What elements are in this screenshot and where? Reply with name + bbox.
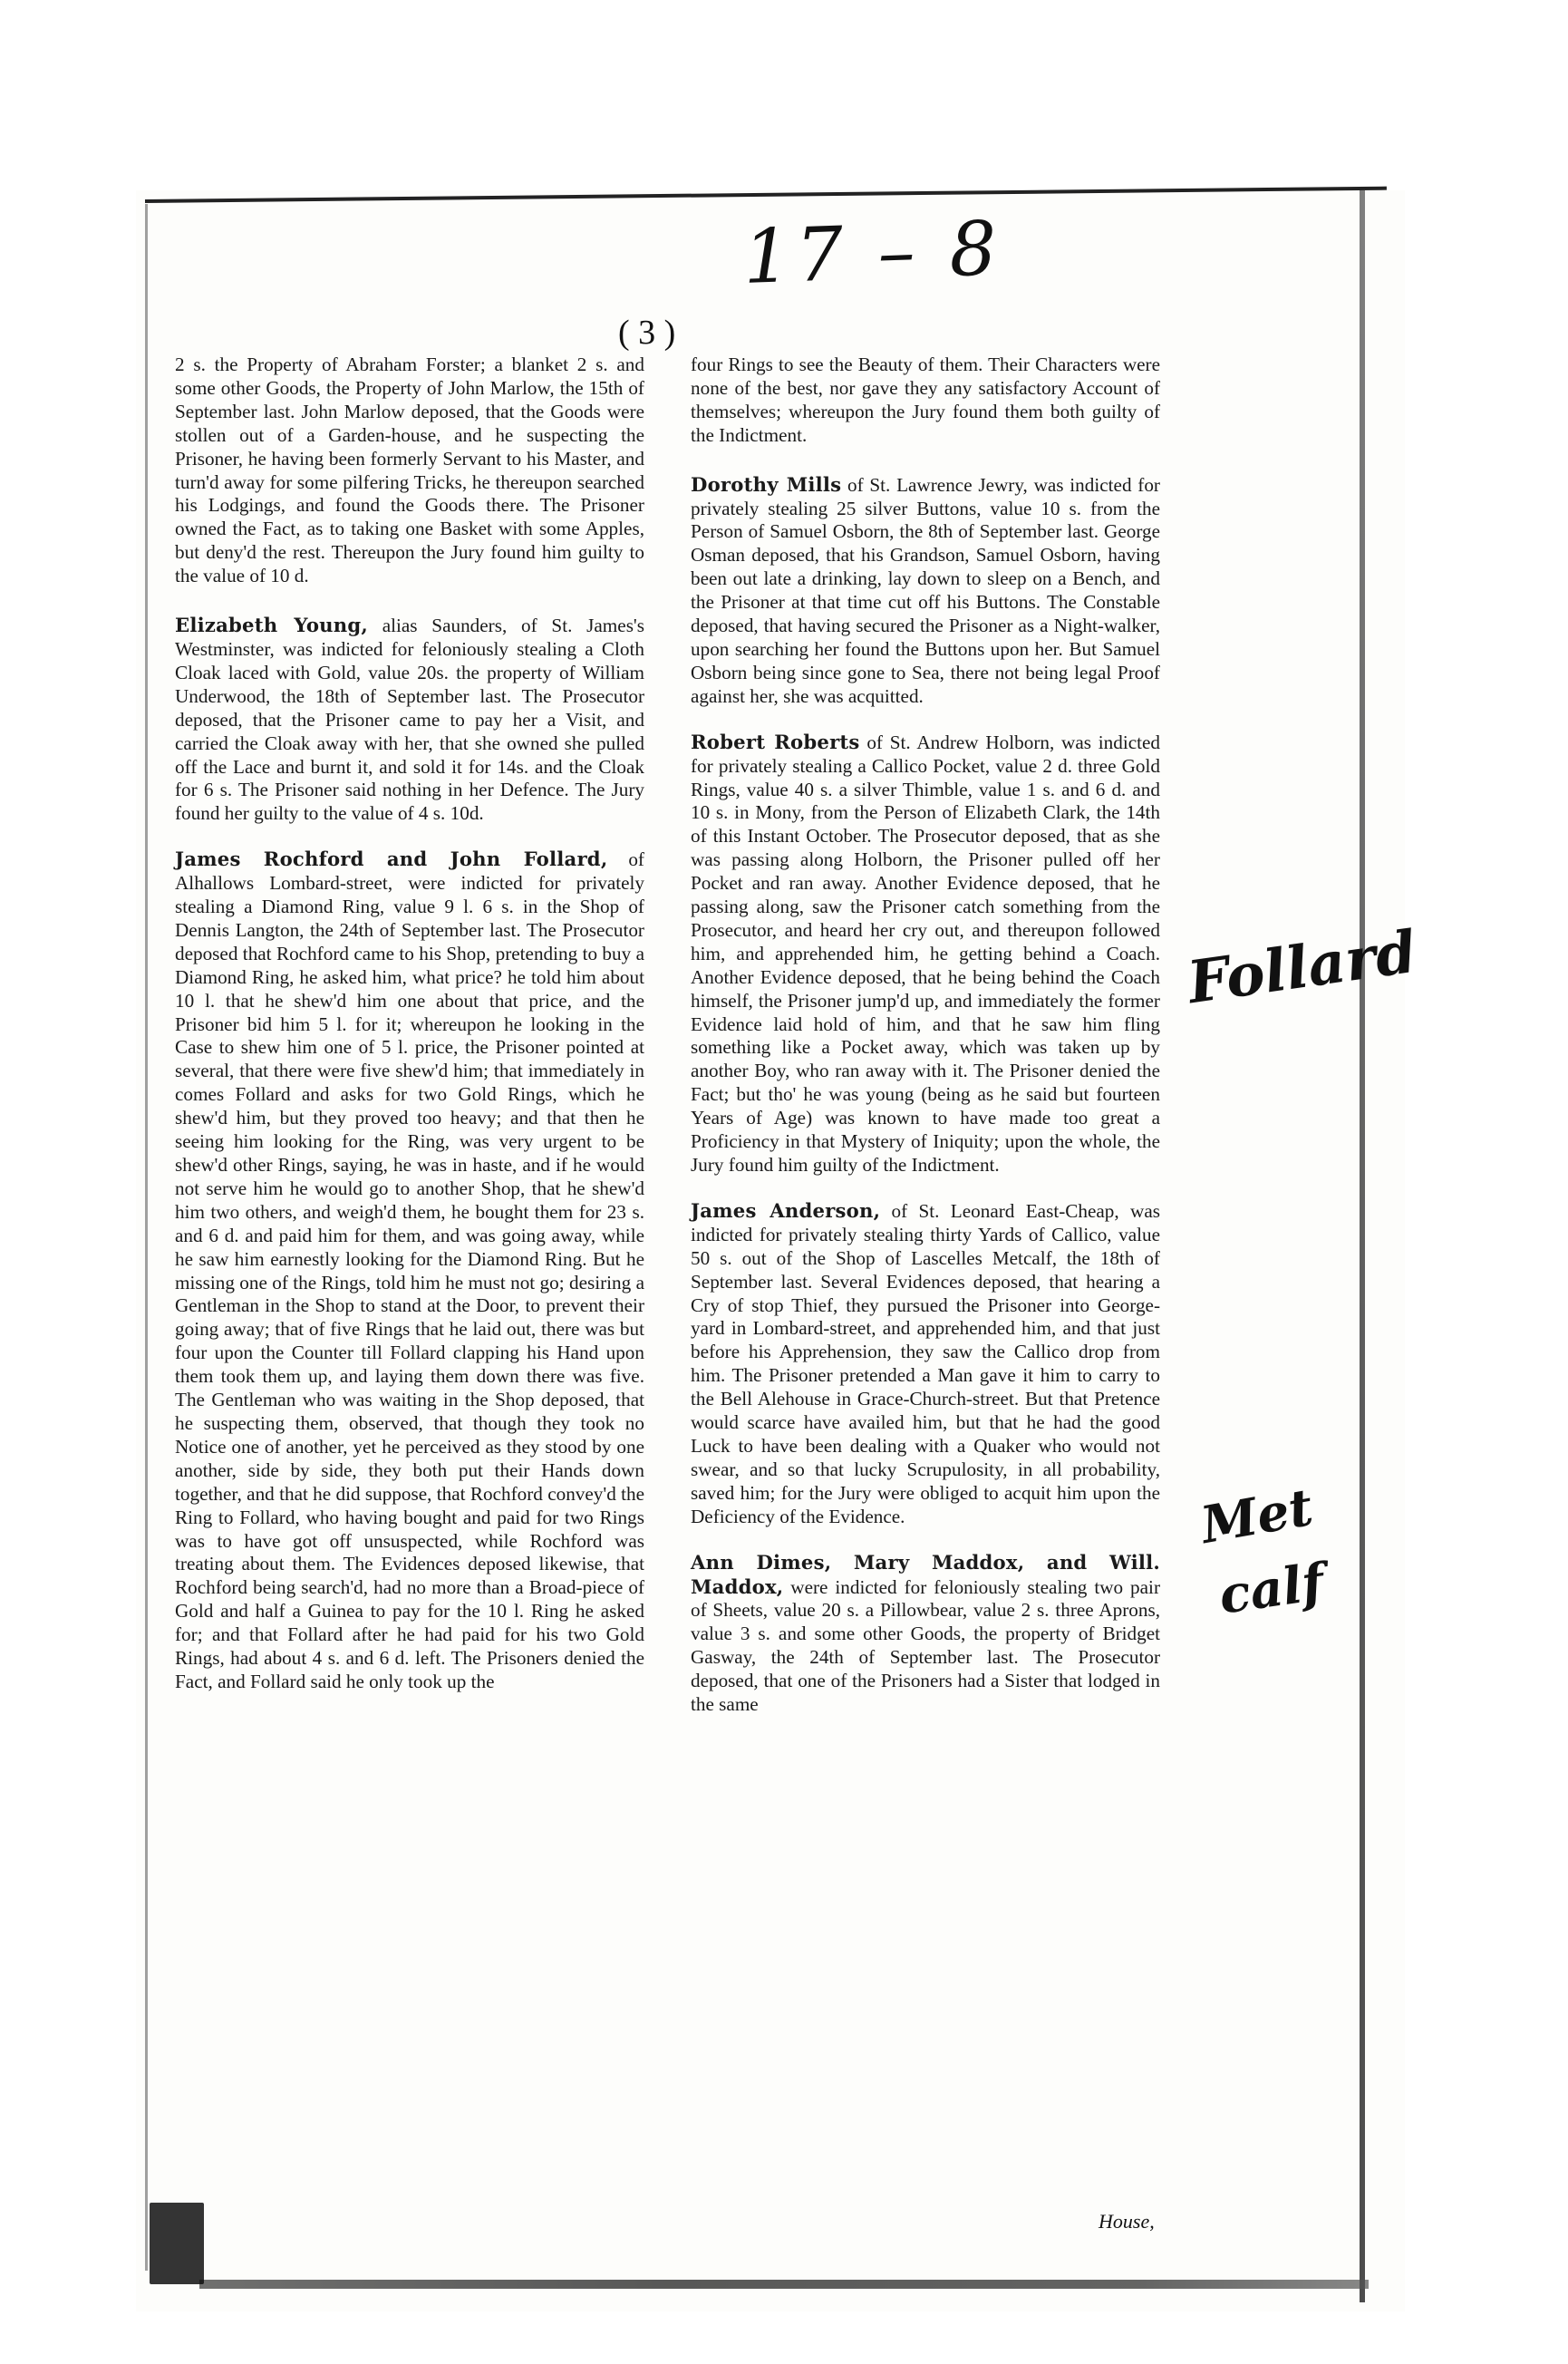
- right-column: [691, 354, 1160, 1739]
- defendant-name: Elizabeth Young,: [175, 614, 368, 637]
- left-edge-shadow: [145, 204, 148, 2271]
- margin-note-calf: calf: [1215, 1552, 1328, 1626]
- right-edge-shadow: [1360, 190, 1365, 2302]
- entry-text: four Rings to see the Beauty of them. Their Characters were none of the best, nor gave they any satisfactory Account of themselves; whereupon the Jury found them both guilty of the Indictment.: [691, 354, 1160, 446]
- entry-text: of St. Andrew Holborn, was indicted for privately stealing a Callico Pocket, value 2 d. three Gold Rings, value 40 s. a silver Thimble, value 1 s. and 6 d. and 10 s. in Mony, from the Person of Elizabeth Clark, the 14th of this Instant October. The Prosecutor deposed, that as she was passing along Holborn, the Prisoner pulled off her Pocket and ran away. Another Evidence deposed, that he passing along, saw the Prisoner catch something from the Prosecutor, and heard her cry out, and thereupon followed him, and apprehended him, he getting behind a Coach. Another Evidence deposed, that he being behind the Coach himself, the Prisoner jump'd up, and immediately the former Evidence laid hold of him, and that he saw him fling something like a Pocket away, which was taken up by another Boy, who ran away with it. The Prisoner denied the Fact; but tho' he was young (being as he said but fourteen Years of Age) was known to have made too great a Proficiency in that Mystery of Iniquity; upon the whole, the Jury found him guilty of the Indictment.: [691, 731, 1161, 1176]
- entry-young: [175, 614, 644, 826]
- defendant-name: Dorothy Mills: [691, 472, 842, 496]
- defendant-name: James Rochford and John Follard,: [175, 848, 608, 871]
- handwritten-page-number: 17 – 8: [741, 206, 1004, 301]
- entry-text: of Alhallows Lombard-street, were indicted for privately stealing a Diamond Ring, value 9 l. 6 s. in the Shop of Dennis Langton, the 24th of September last. The Prosecutor deposed that Rochford came to his Shop, pretending to buy a Diamond Ring, he asked him, what price? he told him about 10 l. that he shew'd him one about that price, and the Prisoner bid him 5 l. for it; whereupon he looking in the Case to shew him one of 5 l. price, the Prisoner pointed at several, that there were five shew'd him; that immediately in comes Follard and asks for two Gold Rings, which he shew'd him, but they proved too heavy; and that then he seeing him looking for the Ring, was very urgent to be shew'd other Rings, saying, he was in haste, and if he would not serve him he would go to another Shop, that he shew'd him two others, and weigh'd them, he bought them for 23 s. and 6 d. and paid him for them, and was going away, while he saw him earnestly looking for the Diamond Ring. But he missing one of the Rings, told him he must not go; desiring a Gentleman in the Shop to stand at the Door, to prevent their going away; that of five Rings that he laid out, there was but four upon the Counter till Follard clapping his Hand upon them took them up, and laying them down there was five. The Gentleman who was waiting in the Shop deposed, that he suspecting them, observed, that though they took no Notice one of another, yet he perceived as they stood by one another, side by side, they both put their Hands down together, and that he did suppose, that Rochford convey'd the Ring to Follard, who having bought and paid for two Rings was to have got off unsuspected, while Rochford was treating about them. The Evidences deposed likewise, that Rochford being search'd, had no more than a Broad-piece of Gold and half a Guinea to pay for the 10 l. Ring he asked for; and that Follard after he had paid for his two Gold Rings, had about 4 s. and 6 d. left. The Prisoners denied the Fact, and Follard said he only took up the: [175, 848, 644, 1692]
- entry-text: of St. Lawrence Jewry, was indicted for privately stealing 25 silver Buttons, value 10 s. from the Person of Samuel Osborn, the 8th of September last. George Osman deposed, that his Grandson, Samuel Osborn, having been out late a drinking, lay down to sleep on a Bench, and the Prisoner at that time cut off his Buttons. The Constable deposed, that having secured the Prisoner as a Night-walker, upon searching her found the Buttons upon her. But Samuel Osborn being since gone to Sea, there not being legal Proof against her, she was acquitted.: [691, 473, 1160, 707]
- entry-mills: [691, 473, 1160, 709]
- margin-note-follard: Follard: [1184, 917, 1421, 1018]
- defendant-name: James Anderson,: [691, 1198, 881, 1222]
- entry-rochford-continued: [691, 354, 1160, 448]
- entry-forster: [175, 354, 644, 588]
- entry-text: alias Saunders, of St. James's Westminster, was indicted for feloniously stealing a Cloth Cloak laced with Gold, value 20s. the property of William Underwood, the 18th of September last. The Prosecutor deposed, that the Prisoner came to pay her a Visit, and carried the Cloak away with her, that she owned she pulled off the Lace and burnt it, and sold it for 14s. and the Cloak for 6 s. The Prisoner said nothing in her Defence. The Jury found her guilty to the value of 4 s. 10d.: [175, 615, 644, 825]
- ink-blot: [150, 2203, 204, 2284]
- catchword: House,: [1099, 2210, 1155, 2233]
- entry-text: of St. Leonard East-Cheap, was indicted for privately stealing thirty Yards of Callico, value 50 s. out of the Shop of Lascelles Metcalf, the 18th of September last. Several Evidences deposed, that hearing a Cry of stop Thief, they pursued the Prisoner into George-yard in Lombard-street, and apprehended him, and that just before his Apprehension, they saw the Callico drop from him. The Prisoner pretended a Man gave it him to carry to the Bell Alehouse in Grace-Church-street. But that Pretence would scarce have availed him, but that he had the good Luck to have been dealing with a Quaker who would not swear, and so that lucky Scrupulosity, in all probability, saved him; for the Jury were obliged to acquit him upon the Deficiency of the Evidence.: [691, 1199, 1160, 1527]
- entry-rochford: [175, 848, 644, 1694]
- defendant-name: Robert Roberts: [691, 730, 860, 753]
- page-number: ( 3 ): [618, 314, 676, 352]
- entry-anderson: [691, 1199, 1160, 1529]
- entry-text: were indicted for feloniously stealing two pair of Sheets, value 20 s. a Pillowbear, value 2 s. three Aprons, value 3 s. and some other Goods, the property of Bridget Gasway, the 24th of September last. The Prosecutor deposed, that one of the Prisoners had a Sister that lodged in the same: [691, 1575, 1160, 1716]
- bottom-edge-shadow: [199, 2280, 1369, 2289]
- margin-note-met: Met: [1196, 1477, 1318, 1556]
- left-column: [175, 354, 644, 1716]
- entry-roberts: [691, 731, 1160, 1177]
- entry-dimes: [691, 1551, 1160, 1717]
- defendant-name: Ann Dimes, Mary Maddox, and Will. Maddox,: [691, 1550, 1160, 1598]
- entry-text: 2 s. the Property of Abraham Forster; a blanket 2 s. and some other Goods, the Property of John Marlow, the 15th of September last. John Marlow deposed, that the Goods were stollen out of a Garden-house, and he suspecting the Prisoner, he having been formerly Servant to his Master, and turn'd away for some pilfering Tricks, he thereupon searched his Lodgings, and found the Goods there. The Prisoner owned the Fact, as to taking one Basket with some Apples, but deny'd the rest. Thereupon the Jury found him guilty to the value of 10 d.: [175, 354, 644, 587]
